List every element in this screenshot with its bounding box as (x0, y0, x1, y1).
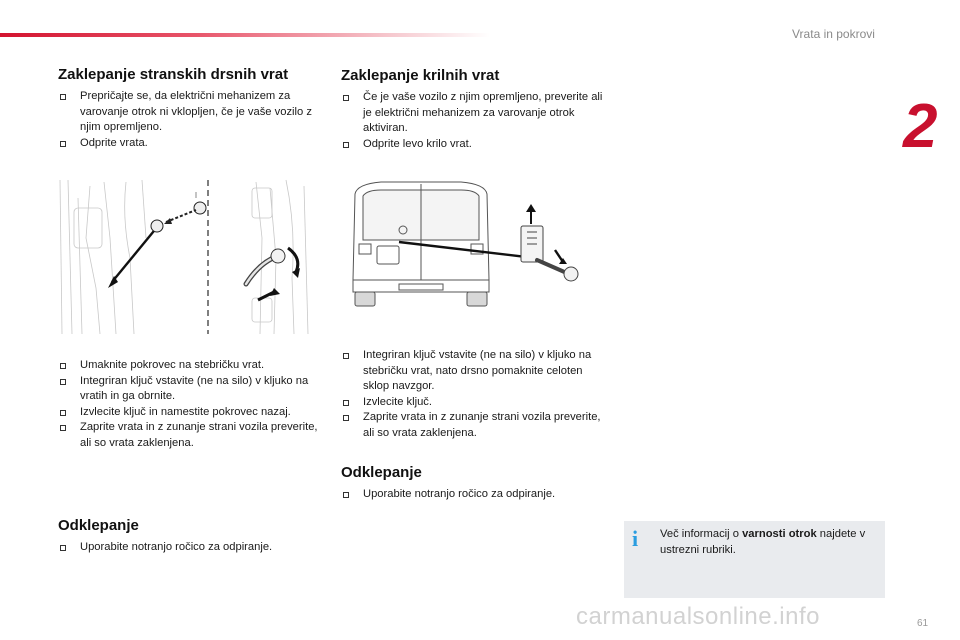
list-item-text: Odprite levo krilo vrat. (363, 137, 472, 150)
info-text-after: najdete v ustrezni rubriki. (660, 528, 866, 556)
bullet-icon (60, 363, 66, 369)
watermark: carmanualsonline.info (576, 603, 820, 630)
list-item (58, 136, 320, 152)
list-item-text: Integriran ključ vstavite (ne na silo) v kljuko na stebričku vrat, nato drsno pomaknite celoten sklop navzgor. (363, 349, 592, 393)
section-title: Vrata in pokrovi (792, 27, 875, 41)
list-item-text: Zaprite vrata in z zunanje strani vozila preverite, ali so vrata zaklenjena. (80, 421, 318, 449)
right-unlock-heading: Odklepanje (341, 464, 422, 481)
left-steps-before (58, 89, 320, 151)
list-item-text: Integriran ključ vstavite (ne na silo) v kljuko na vratih in ga obrnite. (80, 374, 309, 403)
list-item (58, 89, 320, 136)
list-item (341, 395, 603, 411)
chapter-number: 2 (903, 92, 938, 161)
list-item (341, 410, 603, 441)
page-number: 61 (917, 618, 929, 629)
bullet-icon (343, 492, 349, 498)
bullet-icon (60, 141, 66, 147)
bullet-icon (60, 425, 66, 431)
info-link-text[interactable]: varnosti otrok (742, 528, 817, 540)
bullet-icon (60, 379, 66, 385)
list-item-text: Izvlecite ključ. (363, 395, 433, 408)
list-item-text: Odprite vrata. (80, 136, 148, 149)
right-heading: Zaklepanje krilnih vrat (341, 67, 500, 84)
list-item-text: Uporabite notranjo ročico za odpiranje. (80, 541, 273, 553)
bullet-icon (343, 415, 349, 421)
list-item (341, 90, 603, 137)
header-accent-bar (0, 33, 490, 37)
list-item (341, 487, 603, 503)
left-heading: Zaklepanje stranskih drsnih vrat (58, 66, 289, 83)
info-text-before: Več informacij o (660, 528, 743, 540)
list-item (341, 348, 603, 395)
list-item (58, 420, 320, 451)
left-unlock-heading: Odklepanje (58, 517, 139, 534)
bullet-icon (60, 545, 66, 551)
list-item-text: Umaknite pokrovec na stebričku vrat. (80, 359, 265, 371)
right-steps-after (341, 348, 603, 442)
bullet-icon (343, 95, 349, 101)
bullet-icon (60, 94, 66, 100)
info-icon: i (632, 526, 639, 551)
wing-door-illustration (341, 180, 603, 315)
list-item-text: Izvlecite ključ in namestite pokrovec nazaj. (80, 405, 291, 418)
right-unlock-steps (341, 487, 603, 503)
list-item-text: Če je vaše vozilo z njim opremljeno, preverite ali je električni mehanizem za varovanje otrok aktiviran. (363, 91, 603, 135)
bullet-icon (343, 353, 349, 359)
list-item (58, 405, 320, 421)
bullet-icon (343, 400, 349, 406)
bullet-icon (343, 142, 349, 148)
left-unlock-steps (58, 540, 320, 556)
info-text (660, 527, 880, 558)
list-item (341, 137, 603, 153)
list-item-text: Prepričajte se, da električni mehanizem za varovanje otrok ni vklopljen, če je vaše vozilo z njim opremljeno. (80, 90, 312, 134)
bullet-icon (60, 410, 66, 416)
list-item (58, 540, 320, 556)
list-item (58, 374, 320, 405)
list-item-text: Uporabite notranjo ročico za odpiranje. (363, 488, 556, 500)
left-steps-after (58, 358, 320, 452)
right-steps-before (341, 90, 603, 152)
list-item (58, 358, 320, 374)
list-item-text: Zaprite vrata in z zunanje strani vozila preverite, ali so vrata zaklenjena. (363, 411, 601, 439)
sliding-door-illustration (56, 178, 318, 336)
